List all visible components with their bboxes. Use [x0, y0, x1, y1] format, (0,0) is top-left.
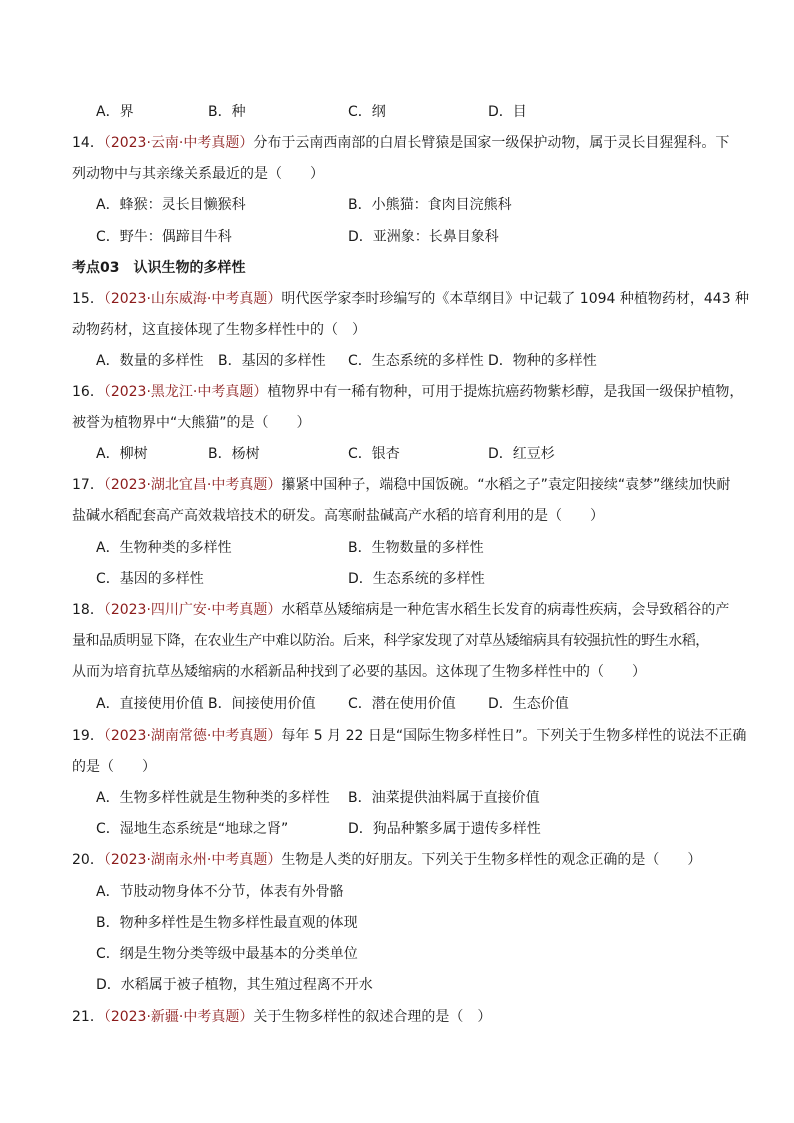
q14-text1: 分布于云南西南部的白眉长臂猿是国家一级保护动物，属于灵长目猩猩科。下: [253, 135, 730, 151]
q14-option-a: A．蜂猴：灵长目懒猴科: [96, 197, 246, 213]
q18-stem-line3: 从而为培育抗草丛矮缩病的水稻新品种找到了必要的基因。这体现了生物多样性中的（ ）: [72, 664, 646, 680]
q15-stem-line1: [72, 289, 749, 309]
q16-option-c: C．银杏: [348, 446, 400, 462]
q14-option-d: D．亚洲象：长鼻目象科: [348, 229, 499, 245]
q21-number: 21．: [72, 1009, 104, 1025]
q16-option-a: A．柳树: [96, 446, 148, 462]
q17-option-c: C．基因的多样性: [96, 571, 204, 587]
q16-text1: 植物界中有一稀有物种，可用于提炼抗癌药物紫杉醇，是我国一级保护植物，: [267, 384, 744, 400]
q15-option-a: A．数量的多样性: [96, 353, 204, 369]
q15-number: 15．: [72, 291, 104, 307]
q20-option-c: C．纲是生物分类等级中最基本的分类单位: [96, 946, 358, 962]
q17-option-a: A．生物种类的多样性: [96, 540, 232, 556]
q18-stem-line2: 量和品质明显下降，在农业生产中难以防治。后来，科学家发现了对草丛矮缩病具有较强抗性的野生水稻，: [72, 633, 709, 649]
q18-option-d: D．生态价值: [488, 696, 569, 712]
q14-stem-line1: [72, 133, 729, 153]
q20-stem-line1: [72, 850, 701, 870]
q19-number: 19．: [72, 728, 104, 744]
q15-stem-line2: 动物药材，这直接体现了生物多样性中的（ ）: [72, 322, 366, 338]
q14-source: （2023·云南·中考真题）: [103, 135, 254, 151]
q19-source: （2023·湖南常德·中考真题）: [103, 728, 282, 744]
q20-text1: 生物是人类的好朋友。下列关于生物多样性的观念正确的是（ ）: [281, 852, 702, 868]
q15-option-b: B．基因的多样性: [218, 353, 326, 369]
section-heading: 考点03 认识生物的多样性: [72, 260, 246, 276]
q18-text1: 水稻草丛矮缩病是一种危害水稻生长发育的病毒性疾病，会导致稻谷的产: [281, 602, 730, 618]
q14-stem-line2: 列动物中与其亲缘关系最近的是（ ）: [72, 166, 324, 182]
q18-option-b: B．间接使用价值: [208, 696, 316, 712]
q21-text1: 关于生物多样性的叙述合理的是（ ）: [253, 1009, 492, 1025]
q20-number: 20．: [72, 852, 104, 868]
q18-source: （2023·四川广安·中考真题）: [103, 602, 282, 618]
q18-stem-line1: [72, 600, 729, 620]
q15-source: （2023·山东威海·中考真题）: [103, 291, 282, 307]
q16-option-d: D．红豆杉: [488, 446, 555, 462]
q15-option-d: D．物种的多样性: [488, 353, 597, 369]
q19-option-b: B．油菜提供油料属于直接价值: [348, 790, 540, 806]
q20-option-b: B．物种多样性是生物多样性最直观的体现: [96, 915, 358, 931]
q18-number: 18．: [72, 602, 104, 618]
q13-option-a: A．界: [96, 104, 134, 120]
q16-source: （2023·黑龙江·中考真题）: [103, 384, 268, 400]
q16-stem-line2: 被誉为植物界中“大熊猫”的是（ ）: [72, 415, 311, 431]
q19-option-d: D．狗品种繁多属于遗传多样性: [348, 821, 541, 837]
q13-option-c: C．纲: [348, 104, 386, 120]
q17-option-b: B．生物数量的多样性: [348, 540, 484, 556]
q21-source: （2023·新疆·中考真题）: [103, 1009, 254, 1025]
q17-option-d: D．生态系统的多样性: [348, 571, 485, 587]
q16-option-b: B．杨树: [208, 446, 260, 462]
q15-text1: 明代医学家李时珍编写的《本草纲目》中记载了 1094 种植物药材，443 种: [281, 291, 750, 307]
q16-stem-line1: [72, 382, 743, 402]
q18-option-c: C．潜在使用价值: [348, 696, 456, 712]
q14-option-b: B．小熊猫：食肉目浣熊科: [348, 197, 512, 213]
q19-option-c: C．湿地生态系统是“地球之肾”: [96, 821, 289, 837]
q19-option-a: A．生物多样性就是生物种类的多样性: [96, 790, 330, 806]
q20-option-d: D．水稻属于被子植物，其生殖过程离不开水: [96, 977, 373, 993]
q20-option-a: A．节肢动物身体不分节，体表有外骨骼: [96, 884, 344, 900]
q14-number: 14．: [72, 135, 104, 151]
q13-option-d: D．目: [488, 104, 527, 120]
q21-stem-line1: [72, 1007, 491, 1027]
q16-number: 16．: [72, 384, 104, 400]
q19-stem-line2: 的是（ ）: [72, 759, 156, 775]
q17-stem-line2: 盐碱水稻配套高产高效栽培技术的研发。高寒耐盐碱高产水稻的培育利用的是（ ）: [72, 508, 604, 524]
q19-stem-line1: [72, 726, 746, 746]
q17-number: 17．: [72, 477, 104, 493]
q19-text1: 每年 5 月 22 日是“国际生物多样性日”。下列关于生物多样性的说法不正确: [281, 728, 747, 744]
q18-option-a: A．直接使用价值: [96, 696, 204, 712]
q14-option-c: C．野牛：偶蹄目牛科: [96, 229, 232, 245]
q20-source: （2023·湖南永州·中考真题）: [103, 852, 282, 868]
q17-stem-line1: [72, 475, 730, 495]
q13-option-b: B．种: [208, 104, 246, 120]
q17-source: （2023·湖北宜昌·中考真题）: [103, 477, 282, 493]
q15-option-c: C．生态系统的多样性: [348, 353, 484, 369]
q17-text1: 攥紧中国种子，端稳中国饭碗。“水稻之子”袁定阳接续“袁梦”继续加快耐: [281, 477, 731, 493]
